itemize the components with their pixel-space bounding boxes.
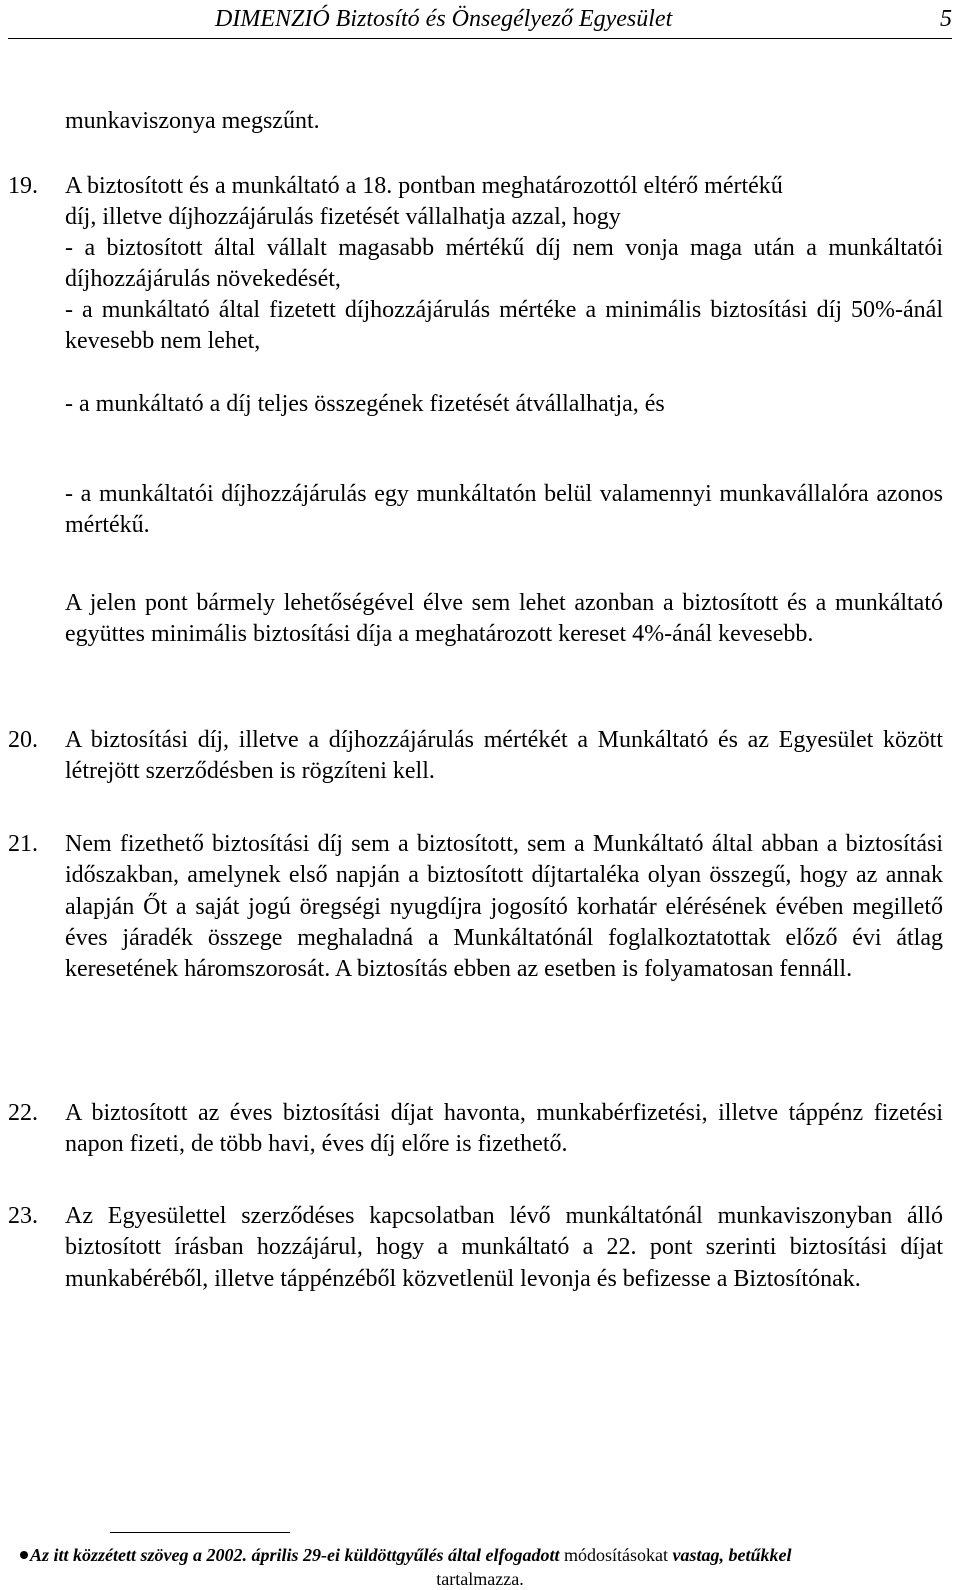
footnote-plain-part: módosításokat [559,1545,673,1565]
item-19-line-1: A biztosított és a munkáltató a 18. pontban meghatározottól eltérő mértékű [65,173,783,199]
footnote-italic-part: Az itt közzétett szöveg a 2002. április 29-ei küldöttgyűlés által elfogadott [30,1545,560,1565]
header-title: DIMENZIÓ Biztosító és Önsegélyező Egyesület [215,6,673,32]
page-footer [0,1520,960,1589]
bullet-icon [20,1551,28,1559]
footnote-bold-part: vastag, betűkkel [672,1545,792,1565]
item-19-bullet-3: - a munkáltató a díj teljes összegének fizetését átvállalhatja, és [65,391,665,417]
page-number: 5 [940,6,952,32]
item-19-bullet-2: - a munkáltató által fizetett díjhozzájárulás mértéke a minimális biztosítási díj 50%-ánál kevesebb nem lehet, [65,297,943,355]
item-23-text: Az Egyesülettel szerződéses kapcsolatban lévő munkáltatónál munkaviszonyban álló biztosított írásban hozzájárul, hogy a munkáltató a 22. pont szerinti biztosítási díjat munkabéréből, illetve táppénzéből közvetlenül levonja és befizesse a Biztosítónak. [65,1203,943,1292]
item-23-number: 23. [8,1203,38,1229]
intro-line: munkaviszonya megszűnt. [65,108,320,134]
footnote-line-2: tartalmazza. [436,1569,524,1589]
item-19-number: 19. [8,173,38,199]
item-22-number: 22. [8,1100,38,1126]
item-19-line-2: díj, illetve díjhozzájárulás fizetését vállalhatja azzal, hogy [65,204,621,230]
footnote-line-1 [20,1544,940,1566]
item-22-text: A biztosított az éves biztosítási díjat havonta, munkabérfizetési, illetve táppénz fizetési napon fizeti, de több havi, éves díj előre is fizethető. [65,1100,943,1158]
item-19-bullet-4: - a munkáltatói díjhozzájárulás egy munkáltatón belül valamennyi munkavállalóra azonos mértékű. [65,481,943,539]
item-19-note: A jelen pont bármely lehetőségével élve sem lehet azonban a biztosított és a munkáltató együttes minimális biztosítási díja a meghatározott kereset 4%-ánál kevesebb. [65,590,943,648]
item-20-number: 20. [8,727,38,753]
page-header [8,2,952,39]
item-21-number: 21. [8,831,38,857]
item-21-text: Nem fizethető biztosítási díj sem a biztosított, sem a Munkáltató által abban a biztosítási időszakban, amelynek első napján a biztosított díjtartaléka olyan összegű, hogy az annak alapján Őt a saját jogú öregségi nyugdíjra jogosító korhatár elérésének évében megillető éves járadék összege meghaladná a Munkáltatónál foglalkoztatottak előző évi átlag keresetének háromszorosát. A biztosítás ebben az esetben is folyamatosan fennáll. [65,831,943,983]
item-20-text: A biztosítási díj, illetve a díjhozzájárulás mértékét a Munkáltató és az Egyesület között létrejött szerződésben is rögzíteni kell. [65,727,943,785]
item-19-bullet-1: - a biztosított által vállalt magasabb mértékű díj nem vonja maga után a munkáltatói díjhozzájárulás növekedését, [65,235,943,293]
footnote-separator [110,1532,290,1533]
